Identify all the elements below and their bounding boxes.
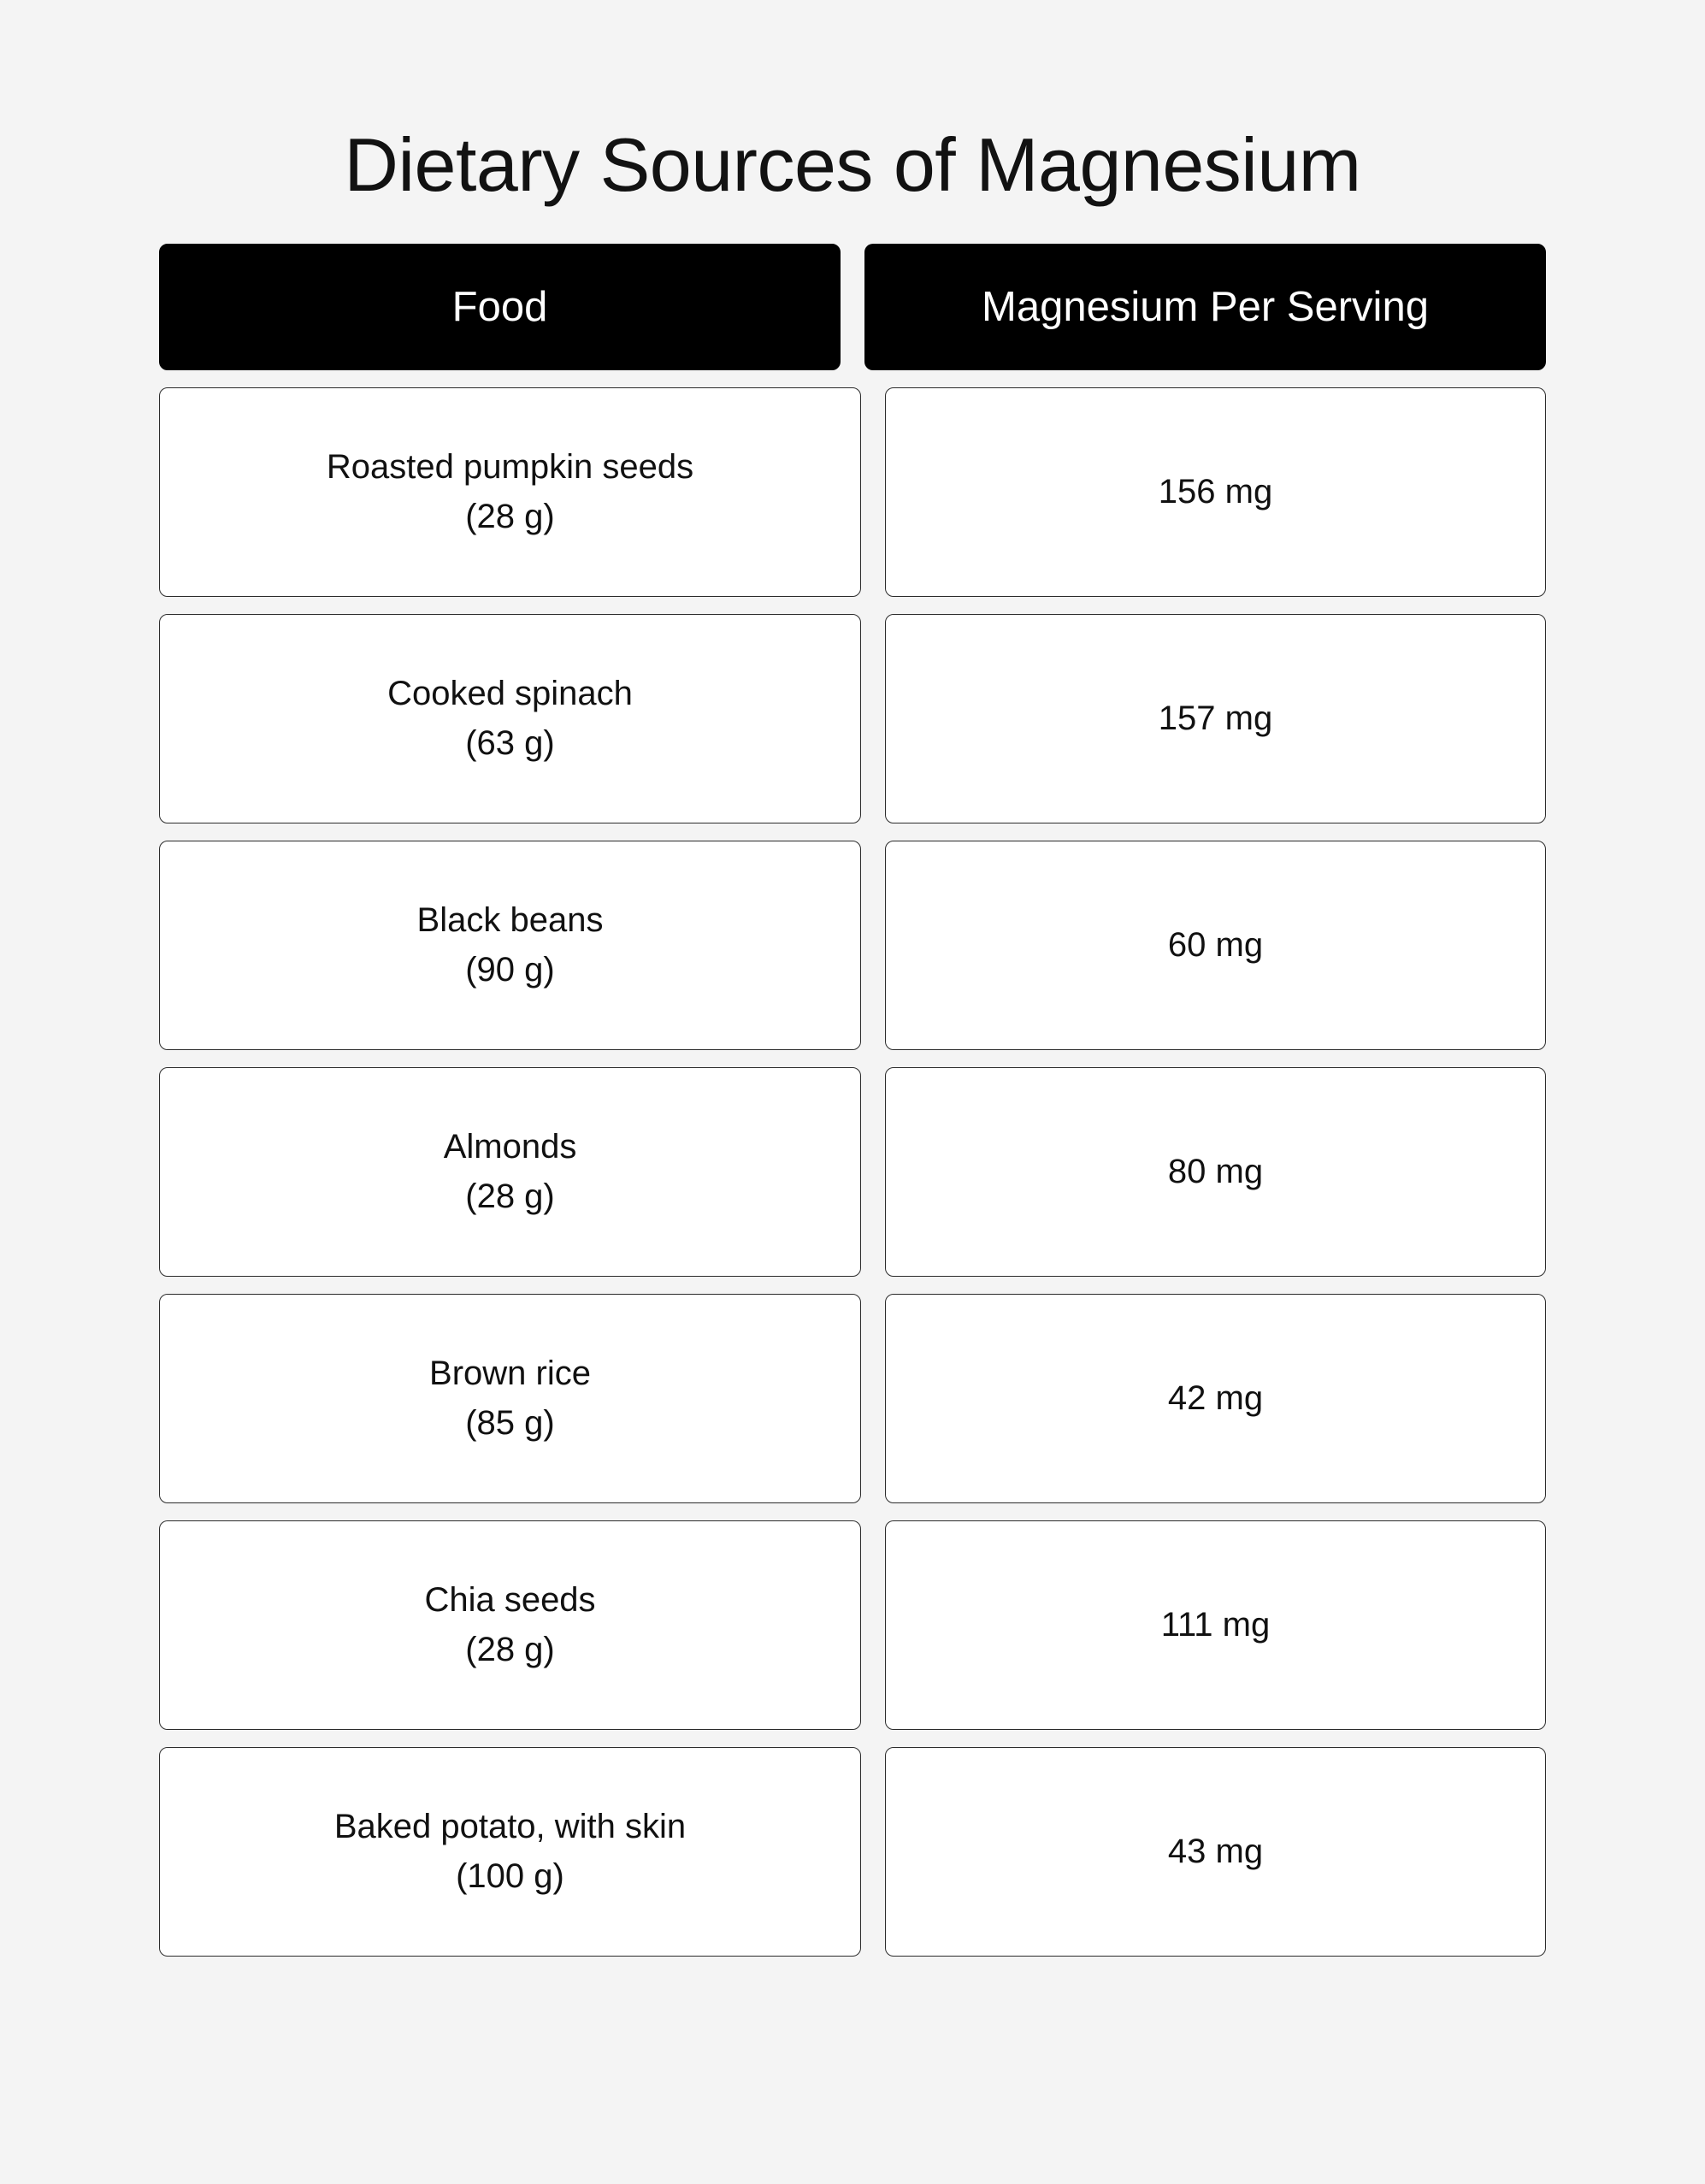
table-row <box>159 614 1546 823</box>
page-title: Dietary Sources of Magnesium <box>344 122 1361 207</box>
food-name: Baked potato, with skin <box>333 1808 687 1846</box>
cell-magnesium: 43 mg <box>885 1747 1546 1957</box>
cell-magnesium: 60 mg <box>885 841 1546 1050</box>
table-header-row <box>159 244 1546 370</box>
food-serving: (28 g) <box>465 498 555 536</box>
food-serving: (28 g) <box>465 1631 555 1669</box>
food-serving: (90 g) <box>465 951 555 989</box>
cell-magnesium: 111 mg <box>885 1520 1546 1730</box>
cell-magnesium: 42 mg <box>885 1294 1546 1503</box>
column-header-magnesium: Magnesium Per Serving <box>864 244 1546 370</box>
cell-food <box>159 1520 861 1730</box>
cell-food <box>159 841 861 1050</box>
food-name: Almonds <box>443 1128 577 1166</box>
food-serving: (100 g) <box>456 1857 564 1896</box>
table-row <box>159 1294 1546 1503</box>
cell-food <box>159 1747 861 1957</box>
cell-magnesium: 80 mg <box>885 1067 1546 1277</box>
food-serving: (85 g) <box>465 1404 555 1443</box>
food-name: Roasted pumpkin seeds <box>326 448 694 487</box>
column-header-food: Food <box>159 244 841 370</box>
cell-magnesium: 156 mg <box>885 387 1546 597</box>
food-serving: (63 g) <box>465 724 555 763</box>
cell-food <box>159 1294 861 1503</box>
food-name: Black beans <box>416 901 604 940</box>
cell-food <box>159 614 861 823</box>
food-serving: (28 g) <box>465 1178 555 1216</box>
table-row <box>159 1747 1546 1957</box>
table-row <box>159 387 1546 597</box>
food-name: Cooked spinach <box>387 675 633 713</box>
cell-food <box>159 387 861 597</box>
food-name: Brown rice <box>429 1355 591 1393</box>
table-row <box>159 1520 1546 1730</box>
magnesium-table <box>159 244 1546 1957</box>
table-row <box>159 1067 1546 1277</box>
food-name: Chia seeds <box>424 1581 596 1620</box>
cell-food <box>159 1067 861 1277</box>
cell-magnesium: 157 mg <box>885 614 1546 823</box>
table-row <box>159 841 1546 1050</box>
